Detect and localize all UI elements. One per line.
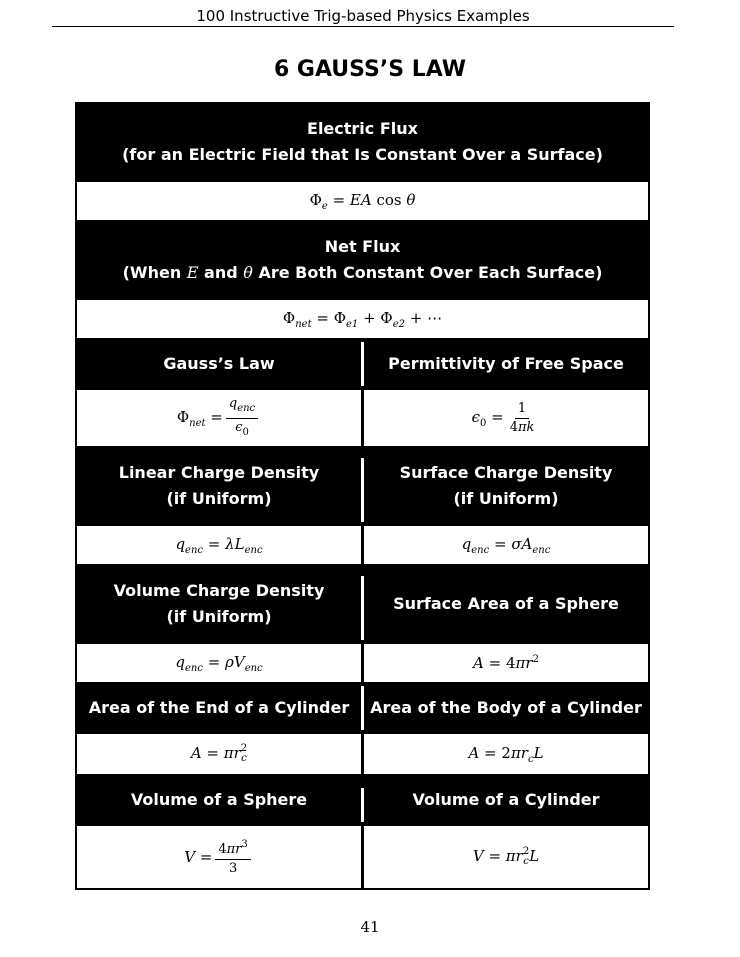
column-divider [361, 342, 364, 386]
cylinder-body-formula: $A = 2\pi r_cL$ [364, 734, 648, 774]
volume-density-formula: $q_{enc} = \rho V_{enc}$ [77, 644, 361, 682]
permittivity-header: Permittivity of Free Space [364, 340, 648, 388]
formula-table [75, 102, 650, 890]
column-divider [361, 458, 364, 522]
net-flux-subtitle: (When E and θ Are Both Constant Over Each Surface) [122, 263, 603, 282]
electric-flux-title: Electric Flux [307, 119, 418, 138]
surface-density-formula: $q_{enc} = \sigma A_{enc}$ [364, 526, 648, 564]
volume-density-note: (if Uniform) [166, 607, 272, 626]
volume-density-header [77, 566, 361, 642]
column-divider [361, 576, 364, 640]
linear-density-header [77, 448, 361, 524]
sphere-volume-formula: V = $\frac{4\pi r^3}{3}$ [77, 826, 361, 888]
permittivity-formula: $\epsilon_0$ = $\frac{1}{4\pi k}$ [364, 390, 648, 446]
cylinder-volume-header: Volume of a Cylinder [364, 776, 648, 824]
linear-density-formula: $q_{enc} = \lambda L_{enc}$ [77, 526, 361, 564]
linear-density-title: Linear Charge Density [118, 463, 320, 482]
electric-flux-subtitle: (for an Electric Field that Is Constant Over a Surface) [122, 145, 603, 164]
column-divider [361, 788, 364, 822]
header-rule [52, 26, 674, 27]
electric-flux-header [77, 104, 648, 180]
cylinder-end-formula: A = πr 2 c [77, 734, 361, 774]
net-flux-formula: $\Phi_{net} = \Phi_{e1} + \Phi_{e2}$ + ⋯ [77, 300, 648, 338]
net-flux-header [77, 222, 648, 298]
cylinder-end-header: Area of the End of a Cylinder [77, 684, 361, 732]
chapter-title: 6 GAUSS’S LAW [273, 57, 467, 82]
volume-density-title: Volume Charge Density [113, 581, 325, 600]
cylinder-body-header: Area of the Body of a Cylinder [364, 684, 648, 732]
column-divider [361, 686, 364, 730]
electric-flux-formula: $\Phi_e$ = EA cos θ [77, 182, 648, 220]
surface-density-title: Surface Charge Density [399, 463, 613, 482]
page-number: 41 [360, 918, 380, 936]
sphere-volume-header: Volume of a Sphere [77, 776, 361, 824]
net-flux-title: Net Flux [324, 237, 401, 256]
surface-density-note: (if Uniform) [453, 489, 559, 508]
gauss-law-header: Gauss’s Law [77, 340, 361, 388]
sphere-area-formula: $A = 4\pi r^2$ [364, 644, 648, 682]
running-header: 100 Instructive Trig-based Physics Examples [196, 7, 530, 25]
cylinder-volume-formula: V = πr 2 c L [364, 826, 648, 888]
surface-density-header [364, 448, 648, 524]
gauss-law-formula: $\Phi_{net}$ = $\frac{q_{enc}}{\epsilon_0}$ [77, 390, 361, 446]
sphere-area-header: Surface Area of a Sphere [364, 566, 648, 642]
linear-density-note: (if Uniform) [166, 489, 272, 508]
